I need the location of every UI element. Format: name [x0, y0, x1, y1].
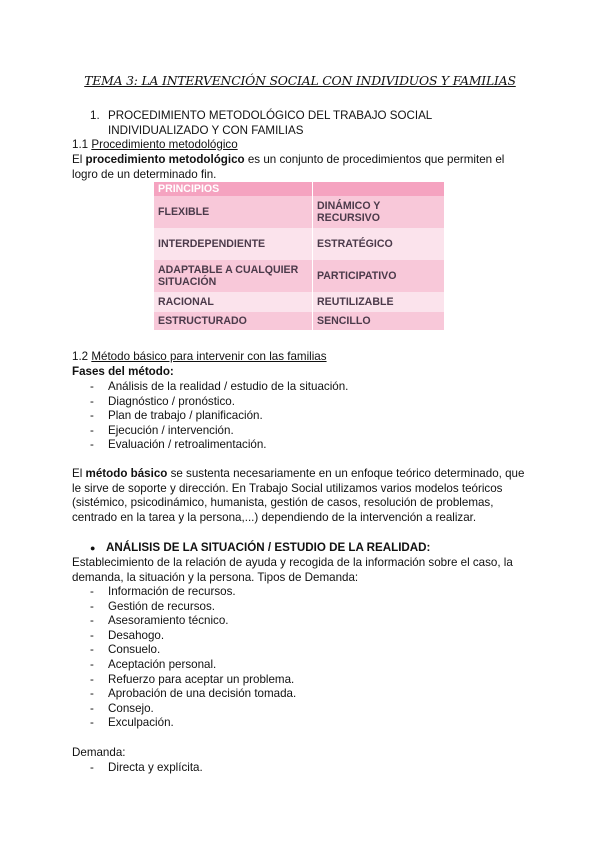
list-item: - Diagnóstico / pronóstico.	[90, 395, 348, 410]
para-bold-term: método básico	[85, 467, 168, 480]
table-cell: SENCILLO	[313, 312, 445, 330]
list-item: - Consuelo.	[90, 643, 296, 658]
subsection-1-1-number: 1.1	[72, 138, 92, 151]
table-cell: FLEXIBLE	[154, 196, 313, 228]
list-item: - Análisis de la realidad / estudio de la situación.	[90, 380, 348, 395]
subsection-1-2-title: Método básico para intervenir con las familias	[91, 350, 327, 363]
list-item: - Exculpación.	[90, 716, 296, 731]
principles-table	[154, 182, 444, 330]
list-item: - Ejecución / intervención.	[90, 424, 348, 439]
section-1-title: PROCEDIMIENTO METODOLÓGICO DEL TRABAJO SOCIAL INDIVIDUALIZADO Y CON FAMILIAS	[108, 109, 432, 137]
demand-types-list	[90, 585, 296, 731]
demanda-list	[90, 761, 203, 776]
para-text: es un conjunto de procedimientos que permiten el logro de un determinado fin.	[72, 153, 505, 181]
subsection-1-1-heading	[72, 138, 532, 153]
table-header-cell	[313, 182, 445, 196]
list-item: - Refuerzo para aceptar un problema.	[90, 673, 296, 688]
list-item: - Gestión de recursos.	[90, 600, 296, 615]
table-row	[154, 292, 444, 312]
list-item: - Plan de trabajo / planificación.	[90, 409, 348, 424]
table-row	[154, 260, 444, 292]
table-cell: ESTRUCTURADO	[154, 312, 313, 330]
subsection-1-2-number: 1.2	[72, 350, 92, 363]
table-cell: RACIONAL	[154, 292, 313, 312]
list-item: - Información de recursos.	[90, 585, 296, 600]
method-paragraph	[72, 467, 532, 525]
table-row	[154, 228, 444, 260]
document-title: TEMA 3: LA INTERVENCIÓN SOCIAL CON INDIVIDUOS Y FAMILIAS	[84, 73, 516, 88]
list-item: - Aprobación de una decisión tomada.	[90, 687, 296, 702]
table-header-cell: PRINCIPIOS	[154, 182, 313, 196]
para-text: El	[72, 153, 86, 166]
list-item: - Evaluación / retroalimentación.	[90, 438, 348, 453]
analysis-heading-text: ANÁLISIS DE LA SITUACIÓN / ESTUDIO DE LA REALIDAD:	[106, 541, 431, 554]
table-cell: ESTRATÉGICO	[313, 228, 445, 260]
table-cell: PARTICIPATIVO	[313, 260, 445, 292]
table-cell: DINÁMICO Y RECURSIVO	[313, 196, 445, 228]
table-cell: ADAPTABLE A CUALQUIER SITUACIÓN	[154, 260, 313, 292]
list-item: - Consejo.	[90, 702, 296, 717]
table-header-row	[154, 182, 444, 196]
section-1-number: 1.	[90, 109, 100, 122]
analysis-intro: Establecimiento de la relación de ayuda y recogida de la información sobre el caso, la demanda, la situación y la persona. Tipos de Demanda:	[72, 556, 513, 584]
phases-list	[90, 380, 348, 453]
subsection-1-1-paragraph	[72, 153, 532, 182]
table-cell: INTERDEPENDIENTE	[154, 228, 313, 260]
bullet-icon: ●	[90, 543, 96, 553]
table-row	[154, 312, 444, 330]
list-item: - Aceptación personal.	[90, 658, 296, 673]
list-item: - Directa y explícita.	[90, 761, 203, 776]
table-row	[154, 196, 444, 228]
list-item: - Desahogo.	[90, 629, 296, 644]
para-text: se sustenta necesariamente en un enfoque teórico determinado, que le sirve de soporte y dirección. En Trabajo Social utilizamos varios modelos teóricos (sistémico, psicodinámico, humanista, gestión de casos, resolución de problemas, centrado en la tarea y la persona,...) dependiendo de la intervención a realizar.	[72, 467, 525, 524]
para-bold-term: procedimiento metodológico	[85, 153, 245, 166]
subsection-1-2-heading	[72, 350, 532, 365]
list-item: - Asesoramiento técnico.	[90, 614, 296, 629]
subsection-1-1-title: Procedimiento metodológico	[91, 138, 238, 151]
demanda-label: Demanda:	[72, 746, 126, 759]
table-cell: REUTILIZABLE	[313, 292, 445, 312]
phases-label: Fases del método:	[72, 365, 174, 378]
para-text: El	[72, 467, 86, 480]
